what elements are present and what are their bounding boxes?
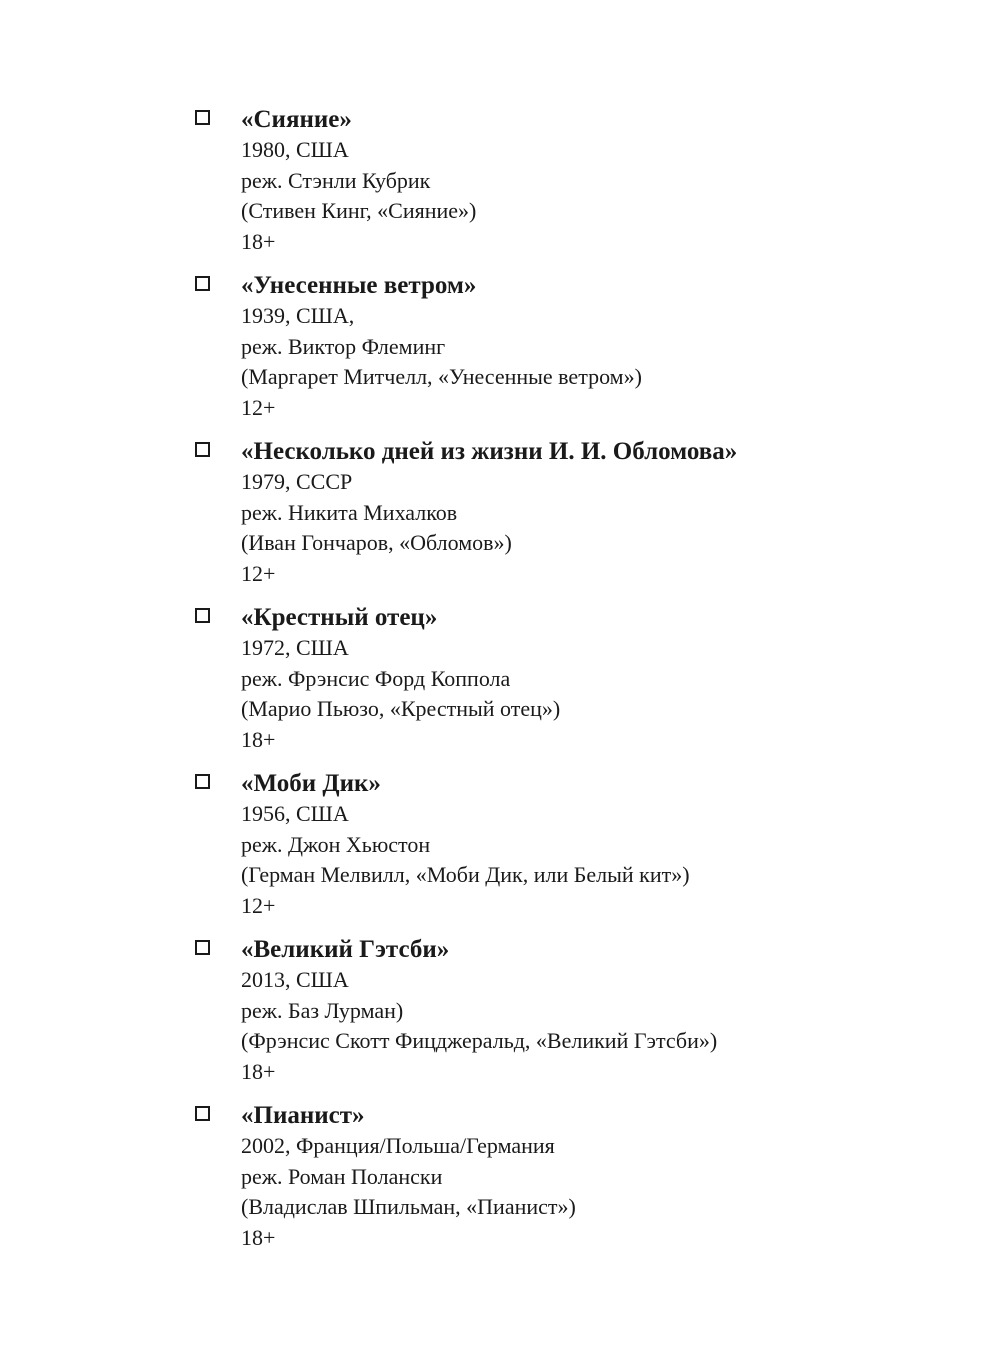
movie-title: «Унесенные ветром» [241, 272, 477, 299]
movie-source: (Владислав Шпильман, «Пианист») [241, 1194, 576, 1219]
movie-details [241, 437, 737, 589]
movie-source: (Фрэнсис Скотт Фицджеральд, «Великий Гэтсби») [241, 1028, 718, 1053]
movie-year-country: 2013, США [241, 967, 349, 992]
movie-director: реж. Никита Михалков [241, 499, 458, 525]
movie-title: «Великий Гэтсби» [241, 936, 450, 963]
checkbox[interactable] [195, 940, 210, 955]
movie-details [241, 935, 717, 1087]
movie-rating: 12+ [241, 394, 276, 420]
movie-director: реж. Фрэнсис Форд Коппола [241, 665, 511, 691]
movie-source: (Герман Мелвилл, «Моби Дик, или Белый кит») [241, 862, 690, 887]
movie-director: реж. Роман Полански [241, 1163, 443, 1189]
movie-title: «Несколько дней из жизни И. И. Обломова» [241, 438, 738, 465]
movie-details [241, 105, 476, 257]
checkbox[interactable] [195, 608, 210, 623]
checkbox[interactable] [195, 442, 210, 457]
movie-director: реж. Виктор Флеминг [241, 333, 446, 359]
movie-source: (Маргарет Митчелл, «Унесенные ветром») [241, 364, 642, 389]
movie-title: «Сияние» [241, 106, 352, 133]
movie-year-country: 2002, Франция/Польша/Германия [241, 1133, 555, 1158]
movie-director: реж. Джон Хьюстон [241, 831, 431, 857]
movie-director: реж. Стэнли Кубрик [241, 167, 431, 193]
movie-rating: 18+ [241, 1224, 276, 1250]
movie-details [241, 271, 642, 423]
movie-year-country: 1980, США [241, 137, 349, 162]
movie-title: «Крестный отец» [241, 604, 438, 631]
checkbox[interactable] [195, 774, 210, 789]
movie-year-country: 1939, США, [241, 303, 355, 328]
movie-rating: 18+ [241, 1058, 276, 1084]
movie-rating: 12+ [241, 892, 276, 918]
checkbox[interactable] [195, 1106, 210, 1121]
movie-source: (Иван Гончаров, «Обломов») [241, 530, 512, 555]
movie-year-country: 1972, США [241, 635, 349, 660]
checkbox[interactable] [195, 110, 210, 125]
movie-year-country: 1956, США [241, 801, 349, 826]
movie-details [241, 603, 560, 755]
movie-source: (Марио Пьюзо, «Крестный отец») [241, 696, 561, 721]
movie-title: «Пианист» [241, 1102, 365, 1129]
movie-year-country: 1979, СССР [241, 469, 353, 494]
movie-rating: 18+ [241, 228, 276, 254]
movie-details [241, 1101, 576, 1253]
movie-rating: 12+ [241, 560, 276, 586]
movie-source: (Стивен Кинг, «Сияние») [241, 198, 477, 223]
movie-details [241, 769, 690, 921]
movie-director: реж. Баз Лурман) [241, 997, 404, 1023]
movie-title: «Моби Дик» [241, 770, 381, 797]
movie-rating: 18+ [241, 726, 276, 752]
checkbox[interactable] [195, 276, 210, 291]
